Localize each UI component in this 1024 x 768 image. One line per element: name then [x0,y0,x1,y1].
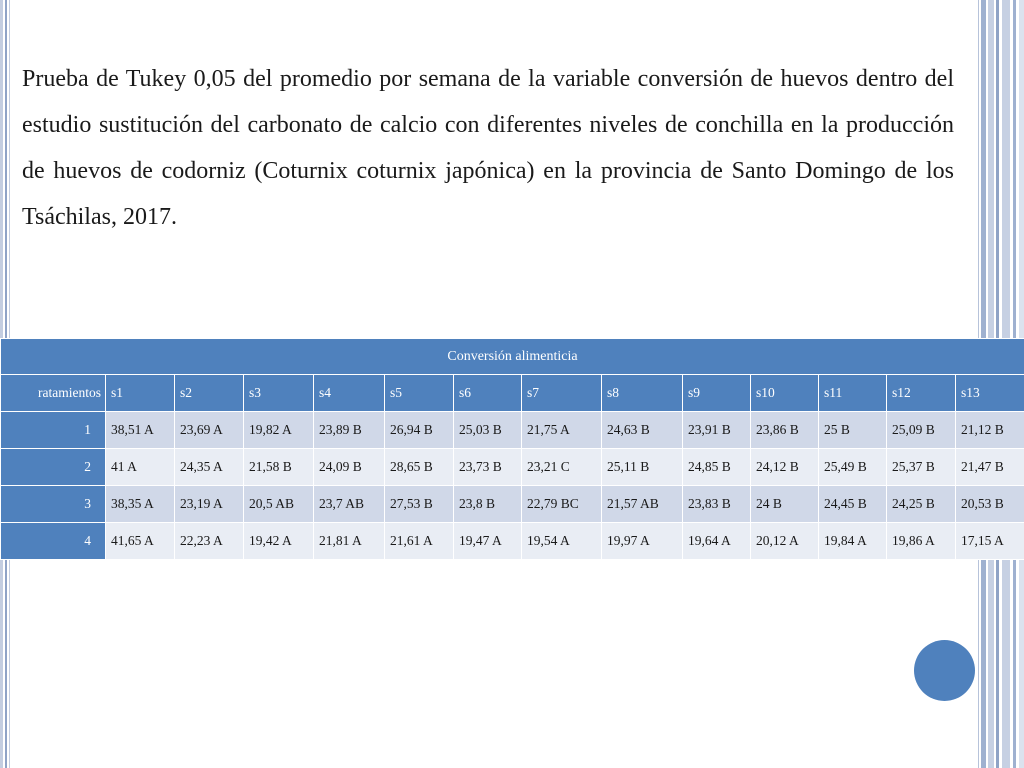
table-cell: 21,75 A [522,412,602,449]
column-header-s13: s13 [956,375,1024,412]
table-cell: 20,5 AB [244,486,314,523]
table-cell: 23,89 B [314,412,385,449]
table-cell: 20,53 B [956,486,1024,523]
table-cell: 25 B [819,412,887,449]
table-cell: 38,35 A [106,486,175,523]
column-header-s3: s3 [244,375,314,412]
table-cell: 17,15 A [956,523,1024,560]
table-cell: 23,83 B [683,486,751,523]
table-cell: 21,81 A [314,523,385,560]
table-cell: 19,82 A [244,412,314,449]
table-row [1,486,1024,523]
table-cell: 22,79 BC [522,486,602,523]
table-cell: 26,94 B [385,412,454,449]
treatment-label: 2 [1,449,106,486]
table-row [1,523,1024,560]
table-cell: 28,65 B [385,449,454,486]
table-cell: 23,91 B [683,412,751,449]
column-header-s11: s11 [819,375,887,412]
table-cell: 25,03 B [454,412,522,449]
table-cell: 24,35 A [175,449,244,486]
column-header-s10: s10 [751,375,819,412]
table-cell: 24,12 B [751,449,819,486]
table-cell: 23,21 C [522,449,602,486]
table-cell: 24,09 B [314,449,385,486]
column-header-s12: s12 [887,375,956,412]
decorative-circle [914,640,975,701]
table-cell: 21,12 B [956,412,1024,449]
column-header-s9: s9 [683,375,751,412]
table-cell: 21,47 B [956,449,1024,486]
table-cell: 19,42 A [244,523,314,560]
table-cell: 21,57 AB [602,486,683,523]
table-header-row [1,375,1024,412]
table-cell: 23,8 B [454,486,522,523]
treatment-label: 4 [1,523,106,560]
table-cell: 25,11 B [602,449,683,486]
treatment-label: 3 [1,486,106,523]
table-cell: 25,09 B [887,412,956,449]
table-cell: 23,86 B [751,412,819,449]
tukey-results-table [0,338,1024,560]
column-header-s7: s7 [522,375,602,412]
column-header-s4: s4 [314,375,385,412]
table-cell: 19,84 A [819,523,887,560]
table-cell: 23,69 A [175,412,244,449]
table-cell: 20,12 A [751,523,819,560]
table-cell: 24,63 B [602,412,683,449]
table-cell: 24,45 B [819,486,887,523]
table-caption: Conversión alimenticia [1,339,1024,375]
table-cell: 19,97 A [602,523,683,560]
slide-title: Prueba de Tukey 0,05 del promedio por semana de la variable conversión de huevos dentro del estudio sustitución del carbonato de calcio con diferentes niveles de conchilla en la producción de huevos de codorniz (Coturnix coturnix japónica) en la provincia de Santo Domingo de los Tsáchilas, 2017. [22,66,954,230]
table-cell: 21,61 A [385,523,454,560]
table-row [1,412,1024,449]
table-cell: 41,65 A [106,523,175,560]
column-header-s2: s2 [175,375,244,412]
table-cell: 24 B [751,486,819,523]
column-header-treatments: ratamientos [1,375,106,412]
table-cell: 19,64 A [683,523,751,560]
column-header-s1: s1 [106,375,175,412]
table-cell: 21,58 B [244,449,314,486]
table-cell: 27,53 B [385,486,454,523]
table-cell: 41 A [106,449,175,486]
table-cell: 38,51 A [106,412,175,449]
column-header-s5: s5 [385,375,454,412]
table-cell: 24,25 B [887,486,956,523]
treatment-label: 1 [1,412,106,449]
column-header-s6: s6 [454,375,522,412]
table-cell: 25,37 B [887,449,956,486]
table-cell: 23,73 B [454,449,522,486]
table-cell: 19,47 A [454,523,522,560]
table-cell: 22,23 A [175,523,244,560]
table-cell: 23,19 A [175,486,244,523]
table-row [1,449,1024,486]
table-cell: 19,54 A [522,523,602,560]
table-cell: 24,85 B [683,449,751,486]
column-header-s8: s8 [602,375,683,412]
table-cell: 25,49 B [819,449,887,486]
table-cell: 23,7 AB [314,486,385,523]
table-cell: 19,86 A [887,523,956,560]
